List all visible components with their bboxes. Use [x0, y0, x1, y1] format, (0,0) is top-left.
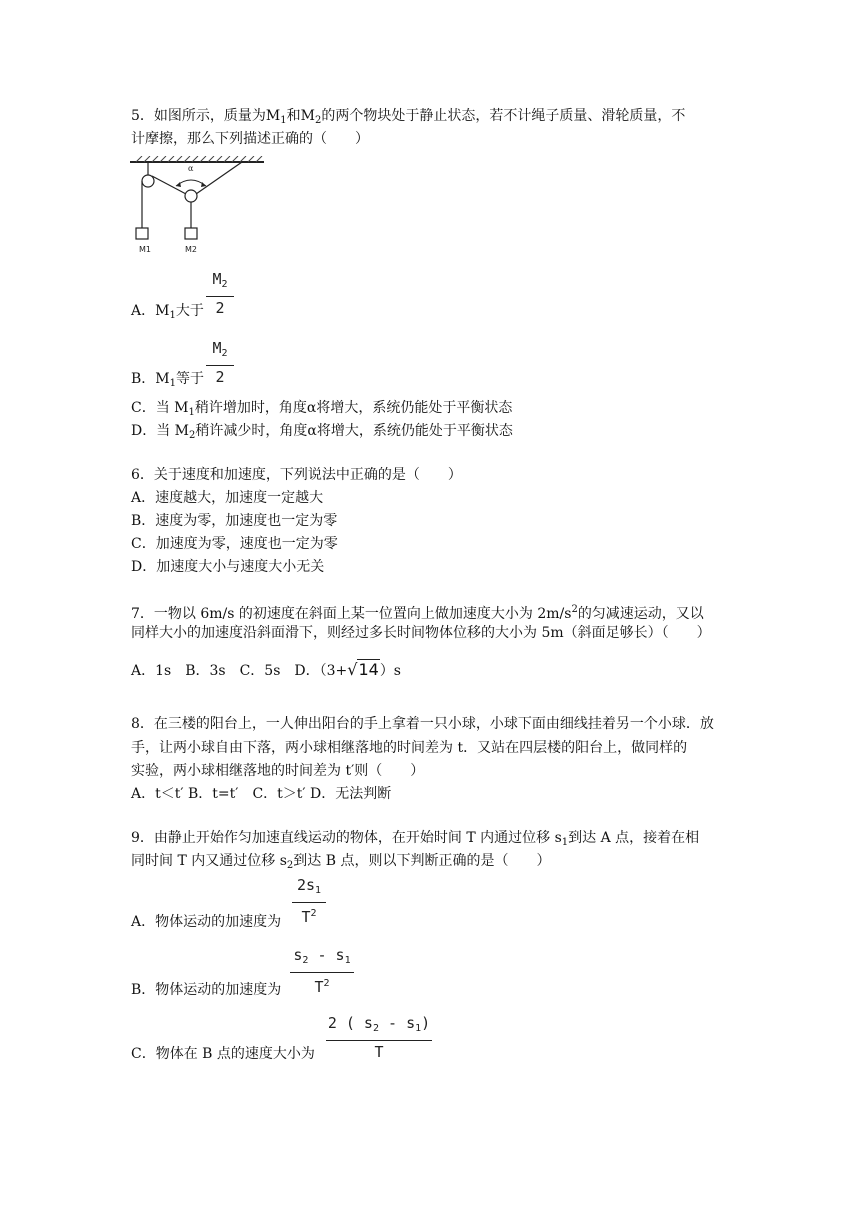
sqrt-14: √14: [347, 660, 379, 679]
q6-option-b: B．速度为零，加速度也一定为零: [131, 513, 338, 529]
q8-line3: 实验，两小球相继落地的时间差为 t′则（ ）: [131, 763, 425, 779]
q7-stem-line2: 同样大小的加速度沿斜面滑下，则经过多长时间物体位移的大小为 5m（斜面足够长）（ ）: [131, 625, 711, 641]
q5-stem-line1: 5．如图所示，质量为$M_1$和$M_2$的两个物块处于静止状态，若不计绳子质量、滑轮质量，不: [131, 108, 686, 126]
q5-stem-line2: 计摩擦，那么下列描述正确的（ ）: [131, 131, 369, 147]
q5-option-c: C．当 $M_1$稍许增加时，角度α将增大，系统仍能处于平衡状态: [131, 400, 513, 418]
q9-line2: 同时间 T 内又通过位移 $s_2$到达 B 点，则以下判断正确的是（ ）: [131, 853, 551, 871]
q9-optB-fraction: $s_2 - s_1$ $T^2$: [290, 946, 354, 996]
q5-option-a: A．$M_1$大于: [131, 303, 204, 321]
svg-text:α: α: [188, 164, 194, 173]
pulley-figure: [128, 156, 268, 260]
q9-optC-fraction: 2 ( $s_2 - s_1$) T: [327, 1014, 431, 1061]
q6-option-d: D．加速度大小与速度大小无关: [131, 559, 325, 575]
q7-options: A．1s B．3s C．5s D．（3+√14）s: [131, 660, 401, 679]
q8-line1: 8．在三楼的阳台上，一人伸出阳台的手上拿着一只小球，小球下面由细线挂着另一个小球．放: [131, 716, 714, 732]
q5-option-b: B．$M_1$等于: [131, 371, 204, 389]
fixed-pulley: [142, 175, 154, 187]
q5-option-d: D．当 $M_2$稍许减少时，角度α将增大，系统仍能处于平衡状态: [131, 423, 513, 441]
q9-line1: 9．由静止开始作匀加速直线运动的物体，在开始时间 T 内通过位移 $s_1$到达 A 点，接着在相: [131, 830, 700, 848]
q9-option-a: A．物体运动的加速度为: [131, 914, 282, 930]
block-m1: [136, 228, 148, 239]
q8-options: A．t＜t′ B．t=t′ C．t＞t′ D．无法判断: [131, 786, 392, 802]
q7-stem-line1: 7．一物以 6m/s 的初速度在斜面上某一位置向上做加速度大小为 $2m/s^2$的匀减速运动，又以: [131, 604, 704, 622]
q9-optA-fraction: $2s_1$ $T^2$: [292, 876, 326, 926]
q5-optA-fraction: $M_2$ 2: [206, 270, 234, 317]
q9-option-b: B．物体运动的加速度为: [131, 982, 282, 998]
q6-option-a: A．速度越大，加速度一定越大: [131, 490, 324, 506]
q8-line2: 手，让两小球自由下落，两小球相继落地的时间差为 t．又站在四层楼的阳台上，做同样的: [131, 740, 688, 756]
q9-option-c: C．物体在 B 点的速度大小为: [131, 1046, 315, 1062]
block-m2: [185, 228, 197, 239]
q6-stem: 6．关于速度和加速度，下列说法中正确的是（ ）: [131, 467, 462, 483]
svg-text:M2: M2: [185, 245, 197, 254]
q6-option-c: C．加速度为零，速度也一定为零: [131, 536, 338, 552]
svg-text:M1: M1: [139, 245, 151, 254]
movable-pulley: [185, 190, 197, 202]
q5-optB-fraction: $M_2$ 2: [206, 339, 234, 386]
